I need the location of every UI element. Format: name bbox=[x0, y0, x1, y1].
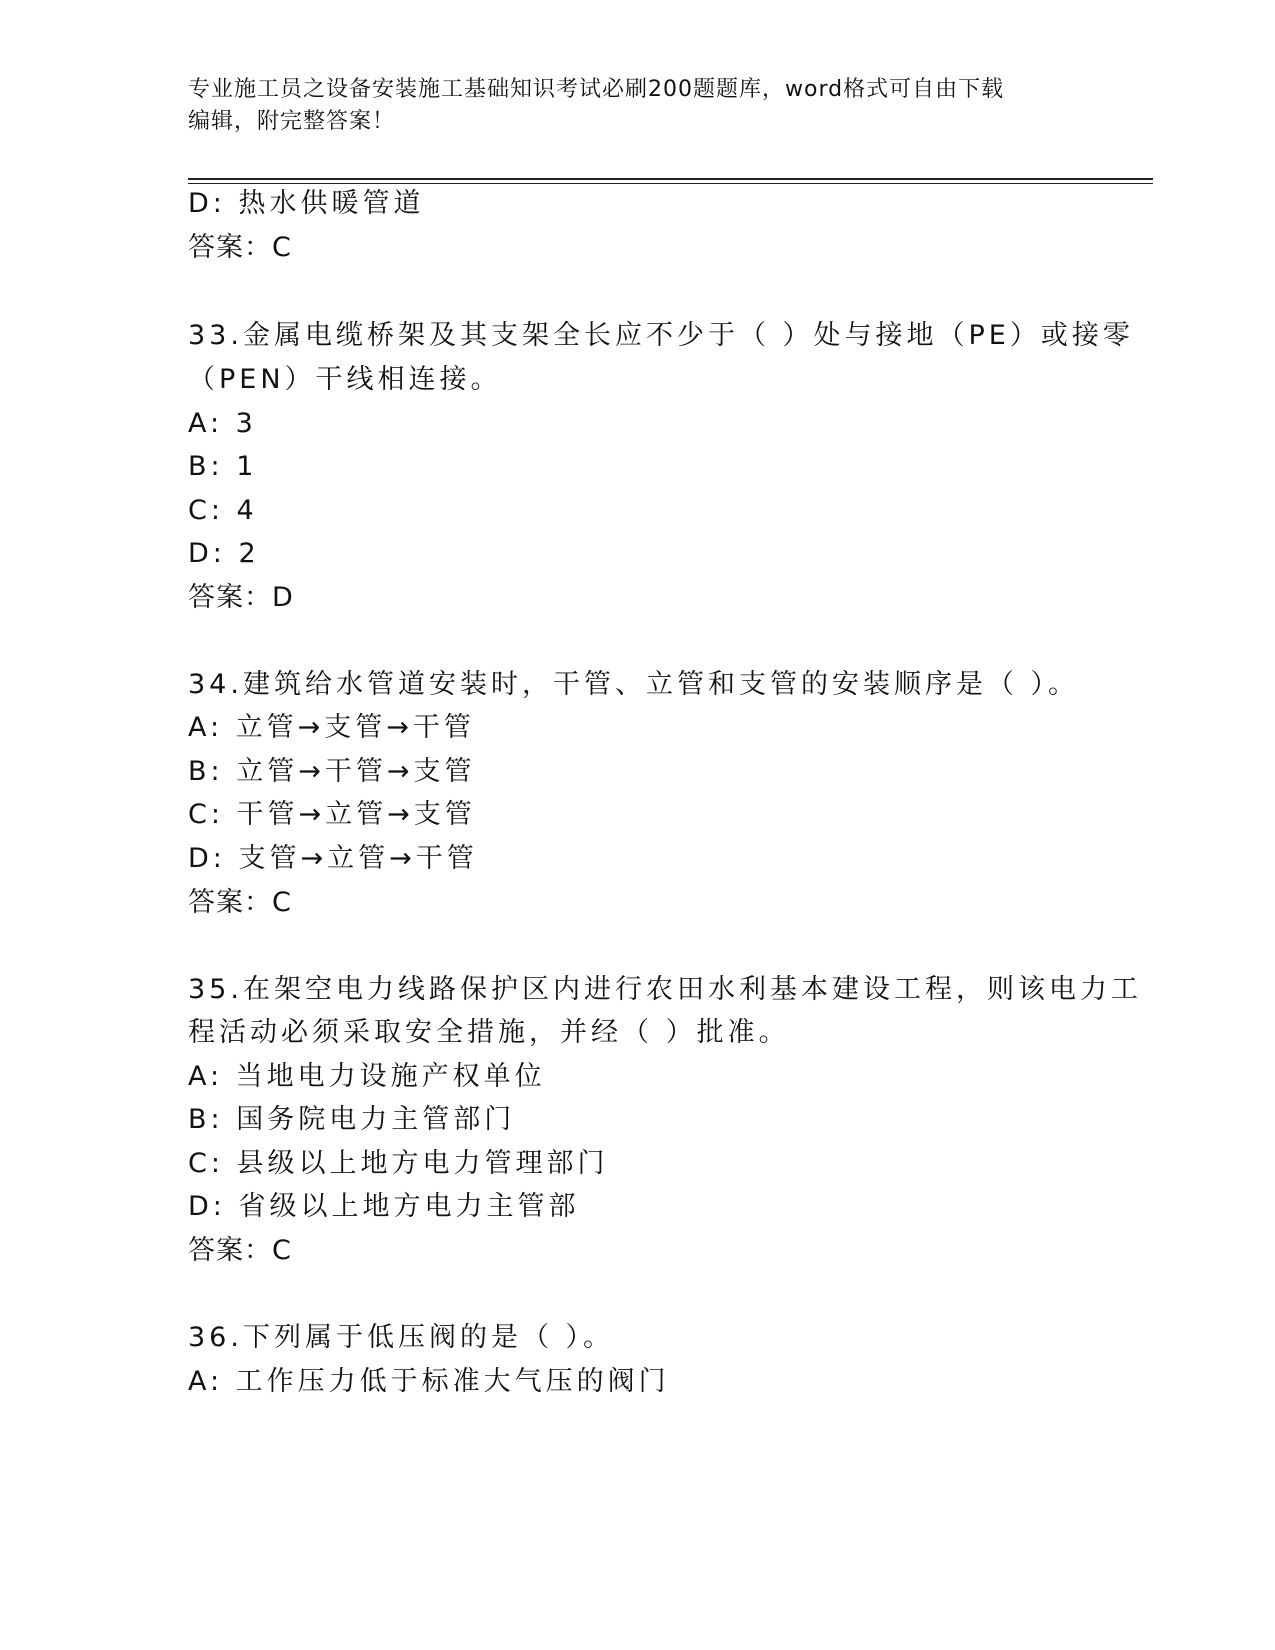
header-line-2: 编辑，附完整答案！ bbox=[188, 109, 396, 134]
q36-stem-line-1: 36.下列属于低压阀的是（ ）。 bbox=[188, 1322, 615, 1353]
q32-answer: 答案：C bbox=[188, 232, 292, 263]
q35-option-b: B: 国务院电力主管部门 bbox=[188, 1104, 516, 1135]
q36-option-a: A: 工作压力低于标准大气压的阀门 bbox=[188, 1366, 670, 1397]
q34-stem-line-1: 34.建筑给水管道安装时，干管、立管和支管的安装顺序是（ ）。 bbox=[188, 669, 1080, 700]
q34-option-a: A: 立管→支管→干管 bbox=[188, 712, 475, 743]
q32-option-d: D: 热水供暖管道 bbox=[188, 188, 425, 219]
q35-answer: 答案：C bbox=[188, 1235, 292, 1266]
q35-option-c: C: 县级以上地方电力管理部门 bbox=[188, 1148, 609, 1179]
q33-stem-line-1: 33.金属电缆桥架及其支架全长应不少于（ ）处与接地（PE）或接零 bbox=[188, 320, 1134, 351]
q35-stem-line-1: 35.在架空电力线路保护区内进行农田水利基本建设工程，则该电力工 bbox=[188, 974, 1142, 1005]
q33-option-b: B: 1 bbox=[188, 451, 258, 482]
header-rule-thick bbox=[188, 178, 1153, 180]
q33-stem-line-2: （PEN）干线相连接。 bbox=[188, 364, 502, 395]
q35-stem-line-2: 程活动必须采取安全措施，并经（ ）批准。 bbox=[188, 1017, 790, 1048]
q35-option-d: D: 省级以上地方电力主管部 bbox=[188, 1191, 580, 1222]
q33-option-a: A: 3 bbox=[188, 408, 257, 439]
q34-option-d: D: 支管→立管→干管 bbox=[188, 843, 478, 874]
q34-option-c: C: 干管→立管→支管 bbox=[188, 799, 476, 830]
q33-option-c: C: 4 bbox=[188, 495, 258, 526]
q35-option-a: A: 当地电力设施产权单位 bbox=[188, 1061, 546, 1092]
document-header bbox=[188, 74, 1088, 138]
header-line-1: 专业施工员之设备安装施工基础知识考试必刷200题题库，word格式可自由下载 bbox=[188, 77, 1005, 102]
q33-option-d: D: 2 bbox=[188, 538, 260, 569]
q33-answer: 答案：D bbox=[188, 582, 294, 613]
q34-answer: 答案：C bbox=[188, 887, 292, 918]
header-rule-thin bbox=[188, 183, 1153, 184]
q34-option-b: B: 立管→干管→支管 bbox=[188, 756, 476, 787]
